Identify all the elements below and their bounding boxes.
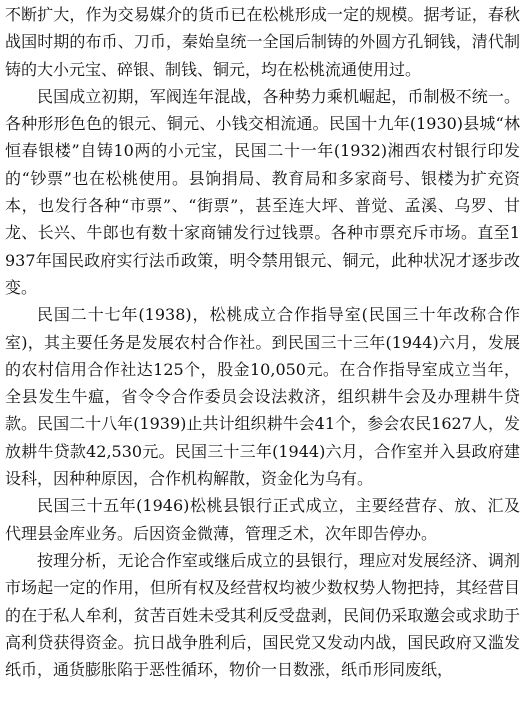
paragraph-1: 不断扩大，作为交易媒介的货币已在松桃形成一定的规模。据考证，春秋战国时期的布币、刀币，秦始皇统一全国后制铸的外圆方孔铜钱，清代制铸的大小元宝、碎银、制钱、铜元，均在松桃流通使用过。 bbox=[5, 5, 520, 79]
paragraph-5: 按理分析，无论合作室或继后成立的县银行，理应对发展经济、调剂市场起一定的作用，但所有权及经营权均被少数权势人物把持，其经营目的在于私人牟利，贫苦百姓未受其利反受盘剥，民间仍采取邀会或求助于高利贷获得资金。抗日战争胜利后，国民党又发动内战，国民政府又滥发纸币，通货膨胀陷于恶性循环，物价一日数涨，纸币形同废纸， bbox=[5, 550, 520, 680]
paragraph-4: 民国三十五年(1946)松桃县银行正式成立，主要经营存、放、汇及代理县金库业务。后因资金微薄，管理乏术，次年即告停办。 bbox=[5, 496, 520, 543]
paragraph-3: 民国二十七年(1938)，松桃成立合作指导室(民国三十年改称合作室)，其主要任务是发展农村合作社。到民国三十三年(1944)六月，发展的农村信用合作社达125个，股金10,050元。在合作指导室成立当年，全县发生牛瘟，省令令合作委员会设法救济，组织耕牛会及办理耕牛贷款。民国二十八年(1939)止共计组织耕牛会41个，参会农民1627人，发放耕牛贷款42,530元。民国三十三年(1944)六月，合作室并入县政府建设科，因种种原因，合作机构解散，资金化为乌有。 bbox=[5, 305, 520, 489]
paragraph-2: 民国成立初期，军阀连年混战，各种势力乘机崛起，币制极不统一。各种形形色色的银元、铜元、小钱交相流通。民国十九年(1930)县城“林恒春银楼”自铸10两的小元宝，民国二十一年(1932)湘西农村银行印发的“钞票”也在松桃使用。县饷捐局、教育局和多家商号、银楼为扩充资本，也发行各种“市票”、“街票”，甚至连大坪、普觉、孟溪、乌罗、甘龙、长兴、牛郎也有数十家商铺发行过钱票。各种市票充斥市场。直至1937年国民政府实行法币政策，明令禁用银元、铜元，此种状况才逐步改变。 bbox=[5, 86, 520, 297]
